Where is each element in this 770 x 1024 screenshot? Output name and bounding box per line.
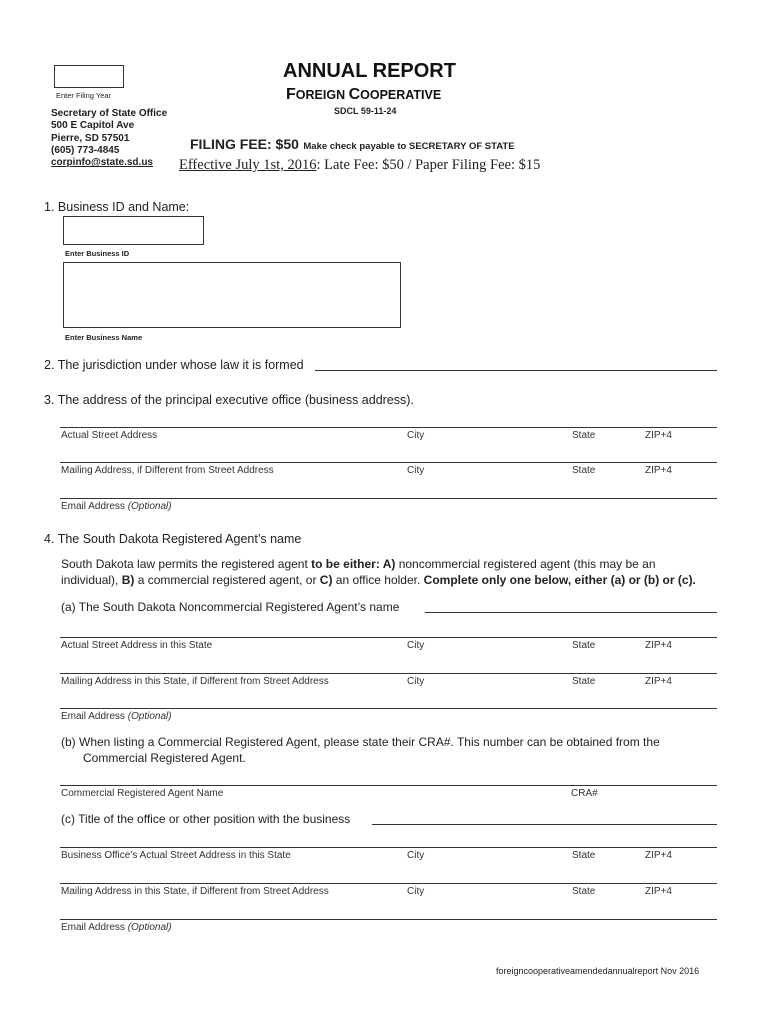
a-mailing-zip-label: ZIP+4 [645,676,672,687]
para-e: B) [121,572,135,587]
commercial-agent-name-label: Commercial Registered Agent Name [61,788,224,799]
c-mailing-state-label: State [572,886,596,897]
form-footer: foreigncooperativeamendedannualreport Nov 2016 [496,966,700,976]
office-address [51,108,167,169]
principal-mailing-city-label: City [407,465,425,476]
section-4-number: 4. [44,532,55,546]
c-street-label: Business Office’s Actual Street Address in this State [61,850,291,861]
a-email-line[interactable] [60,708,717,709]
a-street-line[interactable] [60,637,717,638]
filing-year-input[interactable] [54,65,124,88]
a-email-label-text: Email Address [61,711,128,722]
section-4-heading [44,532,301,546]
c-street-line[interactable] [60,847,717,848]
c-zip-label: ZIP+4 [645,850,672,861]
a-zip-label: ZIP+4 [645,640,672,651]
para-d: individual), [61,572,122,587]
option-b-line-2: Commercial Registered Agent. [83,750,246,765]
a-mailing-city-label: City [407,676,425,687]
a-mailing-line[interactable] [60,673,717,674]
agent-instructions [61,557,751,588]
email-label-text: Email Address [61,501,128,512]
section-1-number: 1. [44,200,55,214]
a-email-optional: (Optional) [127,711,172,722]
email-optional: (Optional) [127,501,172,512]
a-email-label [61,711,172,722]
para-i: Complete only one below, either (a) or (b) or (c). [423,572,696,587]
a-city-label: City [407,640,425,651]
commercial-agent-line[interactable] [60,785,717,786]
section-3-heading [44,393,414,407]
instructions-line-2 [61,573,751,589]
cra-number-label: CRA# [571,788,598,799]
c-mailing-city-label: City [407,886,425,897]
filing-fee-line [190,136,515,154]
c-email-optional: (Optional) [127,922,172,933]
para-g: C) [319,572,333,587]
business-name-label: Enter Business Name [65,333,143,342]
subtitle-rest-1: OREIGN [295,88,349,102]
c-mailing-zip-label: ZIP+4 [645,886,672,897]
office-email: corpinfo@state.sd.us [51,157,153,169]
business-name-input[interactable] [63,262,401,328]
a-mailing-label: Mailing Address in this State, if Different from Street Address [61,676,329,687]
subtitle-cap-c: C [348,86,361,103]
section-2-text: The jurisdiction under whose law it is formed [57,358,304,372]
filing-year-label: Enter Filing Year [56,91,112,100]
principal-zip-label: ZIP+4 [645,430,672,441]
page-title: ANNUAL REPORT [283,60,456,82]
late-fee: : Late Fee: $50 / Paper Filing Fee: $15 [316,157,541,173]
office-name: Secretary of State Office [51,108,168,119]
subtitle-cap-f: F [286,86,296,103]
para-a: South Dakota law permits the registered agent [61,557,312,571]
option-a-text: (a) The South Dakota Noncommercial Registered Agent’s name [61,600,400,614]
payable-note: Make check payable to SECRETARY OF STATE [303,141,515,152]
office-phone: (605) 773-4845 [51,144,120,156]
office-city: Pierre, SD 57501 [51,132,130,144]
noncommercial-agent-name-line[interactable] [425,612,717,613]
section-3-number: 3. [44,393,55,407]
section-2-number: 2. [44,358,55,372]
principal-email-line[interactable] [60,498,717,499]
subtitle-rest-2: OOPERATIVE [360,88,442,102]
para-f: a commercial registered agent, or [134,572,320,587]
section-4-title: The South Dakota Registered Agent’s name [57,532,302,546]
principal-mailing-state-label: State [572,465,596,476]
para-h: an office holder. [332,572,424,587]
section-1-title: Business ID and Name: [57,200,190,214]
c-email-label [61,922,172,933]
para-b: to be either: A) [311,557,396,571]
principal-city-label: City [407,430,425,441]
section-2-heading [44,358,304,372]
principal-email-label [61,501,172,512]
principal-street-label: Actual Street Address [61,430,158,441]
office-street: 500 E Capitol Ave [51,120,135,132]
filing-fee: FILING FEE: $50 [190,136,299,152]
a-state-label: State [572,640,596,651]
principal-mailing-zip-label: ZIP+4 [645,465,672,476]
option-c-text: (c) Title of the office or other position with the business [61,812,351,826]
fee-effective-line [179,157,540,174]
principal-mailing-label: Mailing Address, if Different from Street Address [61,465,274,476]
a-mailing-state-label: State [572,676,596,687]
instructions-line-1 [61,557,751,573]
principal-street-line[interactable] [60,427,717,428]
business-id-input[interactable] [63,216,204,245]
c-city-label: City [407,850,425,861]
business-id-label: Enter Business ID [65,249,130,258]
section-3-text: The address of the principal executive office (business address). [57,393,414,407]
section-1-heading [44,200,189,214]
c-email-label-text: Email Address [61,922,128,933]
option-b-text [61,735,660,766]
option-b-line-1: (b) When listing a Commercial Registered Agent, please state their CRA#. This number can be obtained from the [61,735,660,749]
para-c: noncommercial registered agent (this may be an [395,557,656,571]
principal-mailing-line[interactable] [60,462,717,463]
effective-date: Effective July 1st, 2016 [179,157,317,173]
c-email-line[interactable] [60,919,717,920]
c-state-label: State [572,850,596,861]
a-street-label: Actual Street Address in this State [61,640,213,651]
office-title-line[interactable] [372,824,717,825]
statute-reference: SDCL 59-11-24 [334,106,397,116]
c-mailing-label: Mailing Address in this State, if Different from Street Address [61,886,329,897]
c-mailing-line[interactable] [60,883,717,884]
jurisdiction-input-line[interactable] [315,370,717,371]
principal-state-label: State [572,430,596,441]
page-subtitle [286,86,441,104]
